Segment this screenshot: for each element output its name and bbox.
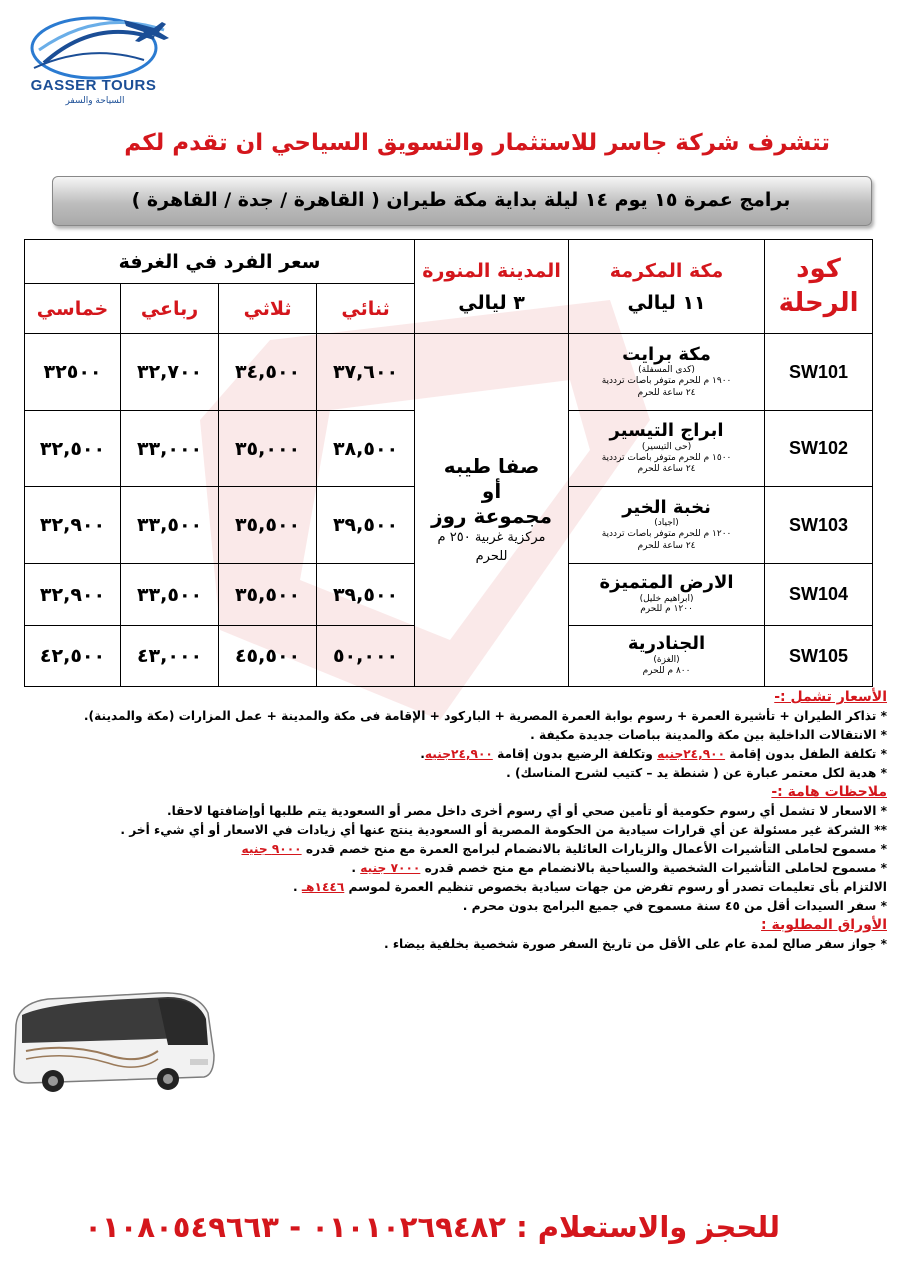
tourist-visa-discount: ٧٠٠٠ جنيه — [360, 861, 421, 875]
important-title: ملاحظات هامة :- — [771, 784, 887, 800]
madinah-hotel-desc1: مركزية غربية ٢٥٠ م — [437, 529, 546, 545]
contact-label: للحجز والاستعلام : — [516, 1210, 780, 1244]
price-triple: ٣٥,٥٠٠ — [219, 487, 317, 564]
program-title: برامج عمرة ١٥ يوم ١٤ ليلة بداية مكة طيران ( القاهرة / جدة / القاهرة ) — [131, 189, 791, 211]
trip-code: SW101 — [765, 334, 873, 411]
header-code-line1: كود — [796, 253, 841, 284]
trip-code: SW104 — [765, 564, 873, 626]
header-makkah — [569, 240, 765, 334]
hotel-area: (الغزة) — [653, 655, 680, 666]
includes-item: * الانتقالات الداخلية بين مكة والمدينة بباصات جديدة مكيفة . — [530, 728, 887, 742]
price-triple: ٣٥,٠٠٠ — [219, 411, 317, 487]
price-quint: ٣٢,٩٠٠ — [25, 564, 121, 626]
madinah-hotel-2: مجموعة روز — [431, 503, 553, 528]
hotel-shuttle: ٢٤ ساعة للحرم — [637, 464, 696, 475]
header-triple: ثلاثي — [219, 284, 317, 334]
table-row — [25, 334, 873, 411]
makkah-hotel-cell — [569, 487, 765, 564]
documents-title: الأوراق المطلوبة : — [761, 917, 887, 933]
trip-code: SW103 — [765, 487, 873, 564]
period: . — [351, 861, 361, 875]
hotel-distance: ٨٠٠ م للحرم — [642, 665, 691, 676]
makkah-hotel-cell — [569, 564, 765, 626]
price-quad: ٣٣,٠٠٠ — [121, 411, 219, 487]
price-quad: ٣٢,٧٠٠ — [121, 334, 219, 411]
hotel-shuttle: ٢٤ ساعة للحرم — [637, 387, 696, 398]
price-quad: ٣٣,٥٠٠ — [121, 487, 219, 564]
includes-title: الأسعار تشمل :- — [774, 689, 887, 705]
header-code-line2: الرحلة — [778, 287, 859, 318]
price-triple: ٣٤,٥٠٠ — [219, 334, 317, 411]
price-quint: ٣٢,٩٠٠ — [25, 487, 121, 564]
header-madinah-title: المدينة المنورة — [422, 259, 561, 282]
phone-separator: - — [289, 1210, 302, 1244]
hotel-distance: ١٢٠٠ م للحرم متوفر باصات ترددية — [601, 529, 732, 540]
phone-number-1[interactable]: ٠١٠١٠٢٦٩٤٨٢ — [311, 1210, 506, 1244]
price-table — [24, 239, 873, 687]
price-quint: ٣٢٥٠٠ — [25, 334, 121, 411]
hotel-area: (ابراهيم خليل) — [639, 593, 694, 604]
contact-line — [60, 1210, 780, 1244]
hotel-distance: ١٥٠٠ م للحرم متوفر باصات ترددية — [601, 452, 732, 463]
madinah-hotel-desc2: للحرم — [475, 548, 508, 564]
hotel-name: الجنادرية — [627, 633, 706, 655]
price-quad: ٤٣,٠٠٠ — [121, 626, 219, 687]
price-double: ٥٠,٠٠٠ — [317, 626, 415, 687]
header-quad: رباعي — [121, 284, 219, 334]
documents-item: * جواز سفر صالح لمدة عام على الأقل من تاريخ السفر صورة شخصية بخلفية بيضاء . — [383, 937, 887, 951]
headline: تتشرف شركة جاسر للاستثمار والتسويق السياحي ان تقدم لكم — [124, 130, 830, 156]
hotel-name: نخبة الخير — [622, 496, 711, 518]
hotel-area: (كدى المسفلة) — [638, 365, 695, 376]
header-madinah-nights: ٣ ليالي — [458, 291, 525, 314]
makkah-hotel-cell — [569, 626, 765, 687]
season-text: الالتزام بأى تعليمات تصدر أو رسوم تفرض من جهات سيادية بخصوص تنظيم العمرة لموسم — [344, 880, 887, 894]
price-quint: ٣٢,٥٠٠ — [25, 411, 121, 487]
includes-item — [10, 745, 887, 764]
includes-item: * هدية لكل معتمر عبارة عن ( شنطة يد – كتيب لشرح المناسك) . — [506, 766, 887, 780]
notes-section — [10, 688, 887, 954]
price-triple: ٤٥,٥٠٠ — [219, 626, 317, 687]
hotel-name: مكة برايت — [622, 343, 711, 365]
makkah-hotel-cell — [569, 334, 765, 411]
price-triple: ٣٥,٥٠٠ — [219, 564, 317, 626]
brand-tagline: السياحة والسفر — [65, 96, 125, 106]
brand-name: GASSER TOURS — [30, 77, 157, 94]
hotel-distance: ١٢٠٠ م للحرم — [640, 604, 693, 615]
season-year: ١٤٤٦هـ — [301, 880, 345, 894]
period: . — [420, 747, 425, 761]
hotel-area: (اجياد) — [654, 518, 679, 529]
hotel-name: ابراج التيسير — [609, 420, 724, 442]
header-quint: خماسي — [25, 284, 121, 334]
madinah-hotel-or: أو — [481, 478, 502, 503]
hotel-area: (حى التيسير) — [641, 441, 692, 452]
business-visa-text: * مسموح لحاملى التأشيرات الأعمال والزيارات العائلية بالانضمام لبرامج العمرة مع منح خصم قدره — [301, 842, 887, 856]
bus-image — [8, 985, 220, 1097]
header-makkah-nights: ١١ ليالي — [627, 291, 706, 314]
price-quint: ٤٢,٥٠٠ — [25, 626, 121, 687]
child-cost-price: ٢٤,٩٠٠جنيه — [657, 747, 726, 761]
madinah-hotel-cell — [415, 334, 569, 687]
business-visa-discount: ٩٠٠٠ جنيه — [241, 842, 302, 856]
hotel-shuttle: ٢٤ ساعة للحرم — [637, 540, 696, 551]
infant-cost-price: ٢٤,٩٠٠جنيه — [424, 747, 493, 761]
important-item — [10, 840, 887, 859]
hotel-name: الارض المتميزة — [599, 571, 734, 593]
important-item: * الاسعار لا تشمل أي رسوم حكومية أو تأمين صحي أو أي رسوم أخرى داخل مصر أو السعودية يتم طلبها أوإضافتها لاحقا. — [166, 804, 887, 818]
price-double: ٣٩,٥٠٠ — [317, 564, 415, 626]
price-double: ٣٨,٥٠٠ — [317, 411, 415, 487]
important-item — [10, 859, 887, 878]
period: . — [293, 880, 302, 894]
header-room-price: سعر الفرد في الغرفة — [25, 240, 415, 284]
infant-cost-text: وتكلفة الرضيع بدون إقامة — [492, 747, 658, 761]
header-trip-code — [765, 240, 873, 334]
phone-number-2[interactable]: ٠١٠٨٠٥٤٩٦٦٣ — [84, 1210, 279, 1244]
makkah-hotel-cell — [569, 411, 765, 487]
trip-code: SW105 — [765, 626, 873, 687]
trip-code: SW102 — [765, 411, 873, 487]
important-item — [10, 878, 887, 897]
price-double: ٣٧,٦٠٠ — [317, 334, 415, 411]
hotel-distance: ١٩٠٠ م للحرم متوفر باصات ترددية — [601, 376, 732, 387]
header-makkah-title: مكة المكرمة — [609, 259, 724, 282]
madinah-hotel-1: صفا طيبه — [443, 453, 540, 478]
tourist-visa-text: * مسموح لحاملى التأشيرات الشخصية والسياحية بالانضمام مع منح خصم قدره — [420, 861, 887, 875]
child-cost-text: * تكلفة الطفل بدون إقامة — [725, 747, 887, 761]
header-madinah — [415, 240, 569, 334]
price-double: ٣٩,٥٠٠ — [317, 487, 415, 564]
includes-item: * تذاكر الطيران + تأشيرة العمرة + رسوم بوابة العمرة المصرية + الباركود + الإقامة فى مكة والمدينة + عمل المزارات (مكة والمدينة). — [83, 709, 887, 723]
important-item: ** الشركة غير مسئولة عن أي قرارات سيادية من الحكومة المصرية أو السعودية ينتج عنها أي زيادات في الاسعار أو أي شيء أخر . — [120, 823, 887, 837]
header-double: ثنائي — [317, 284, 415, 334]
important-item: * سفر السيدات أقل من ٤٥ سنة مسموح في جميع البرامج بدون محرم . — [462, 899, 887, 913]
price-quad: ٣٣,٥٠٠ — [121, 564, 219, 626]
